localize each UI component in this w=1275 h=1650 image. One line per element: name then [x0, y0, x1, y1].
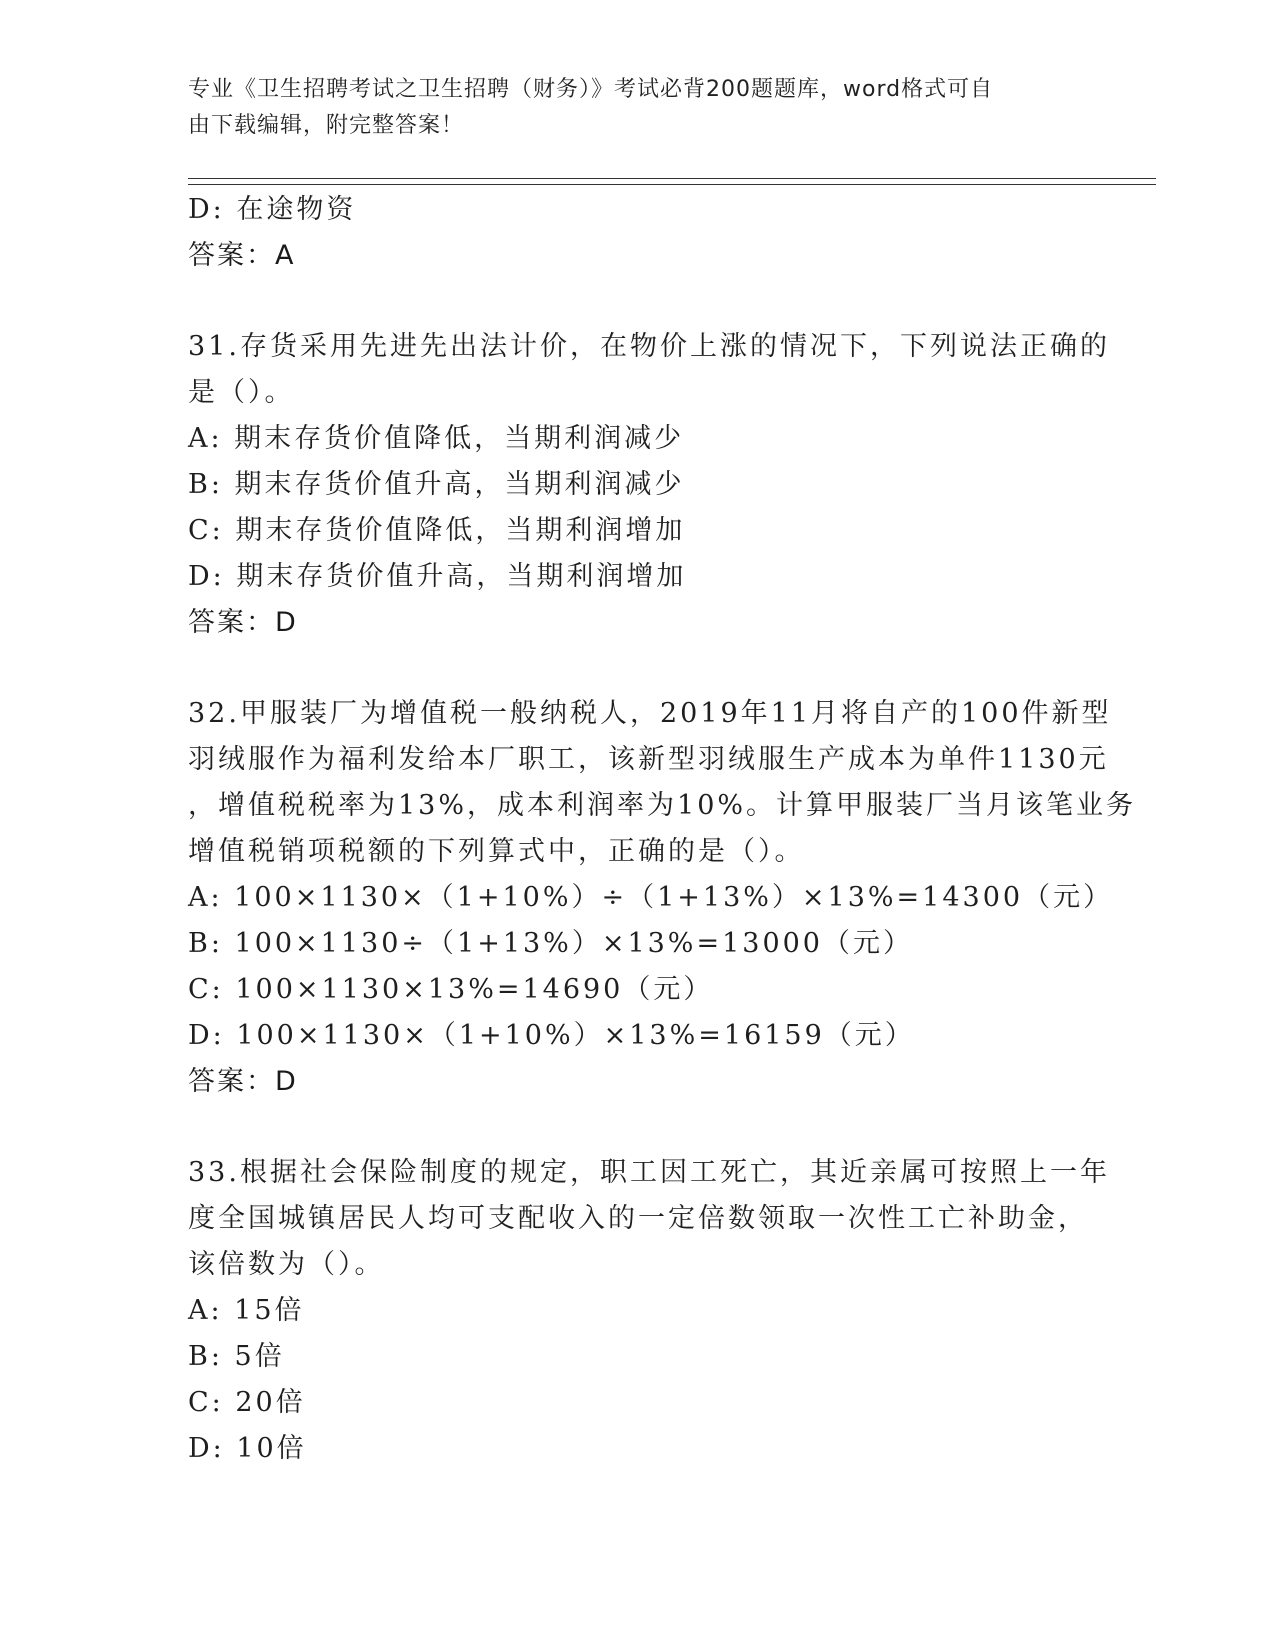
option-a: A: 期末存货价值降低，当期利润减少	[188, 423, 685, 454]
question-stem-line: 增值税销项税额的下列算式中，正确的是（）。	[188, 836, 805, 867]
question-stem-line: 是（）。	[188, 377, 295, 408]
header-rule-top	[188, 178, 1156, 179]
header-line-2: 由下载编辑，附完整答案！	[188, 113, 465, 138]
option-d: D: 期末存货价值升高，当期利润增加	[188, 561, 687, 592]
question-stem-line: 32.甲服装厂为增值税一般纳税人，2019年11月将自产的100件新型	[188, 698, 1112, 729]
answer-line: 答案：D	[188, 1066, 298, 1097]
carryover-answer: 答案：A	[188, 240, 296, 271]
question-stem-line: 度全国城镇居民人均可支配收入的一定倍数领取一次性工亡补助金，	[188, 1203, 1088, 1234]
question-stem-line: 31.存货采用先进先出法计价，在物价上涨的情况下，下列说法正确的	[188, 331, 1110, 362]
question-32	[188, 691, 1137, 1105]
option-d: D: 10倍	[188, 1433, 307, 1464]
question-31	[188, 324, 1110, 646]
option-c: C: 100×1130×13%=14690（元）	[188, 974, 714, 1005]
spacer	[188, 646, 1088, 691]
question-stem-line: 33.根据社会保险制度的规定，职工因工死亡，其近亲属可按照上一年	[188, 1157, 1110, 1188]
document-header	[188, 72, 1068, 144]
option-b: B: 100×1130÷（1+13%）×13%=13000（元）	[188, 928, 913, 959]
spacer	[188, 1105, 1088, 1150]
question-stem-line: 羽绒服作为福利发给本厂职工，该新型羽绒服生产成本为单件1130元	[188, 744, 1109, 775]
question-33	[188, 1150, 1110, 1472]
option-a: A: 100×1130×（1+10%）÷（1+13%）×13%=14300（元）	[188, 882, 1114, 913]
header-line-1: 专业《卫生招聘考试之卫生招聘（财务）》考试必背200题题库，word格式可自	[188, 77, 994, 102]
option-a: A: 15倍	[188, 1295, 305, 1326]
option-d: D: 100×1130×（1+10%）×13%=16159（元）	[188, 1020, 915, 1051]
document-body	[188, 187, 1137, 1472]
header-rule-bottom	[188, 184, 1156, 185]
option-b: B: 期末存货价值升高，当期利润减少	[188, 469, 685, 500]
question-stem-line: ，增值税税率为13%，成本利润率为10%。计算甲服装厂当月该笔业务	[188, 790, 1137, 821]
answer-line: 答案：D	[188, 607, 298, 638]
carryover-option-d: D: 在途物资	[188, 194, 357, 225]
option-c: C: 20倍	[188, 1387, 306, 1418]
option-b: B: 5倍	[188, 1341, 285, 1372]
question-stem-line: 该倍数为（）。	[188, 1249, 385, 1280]
spacer	[188, 279, 1088, 324]
option-c: C: 期末存货价值降低，当期利润增加	[188, 515, 686, 546]
